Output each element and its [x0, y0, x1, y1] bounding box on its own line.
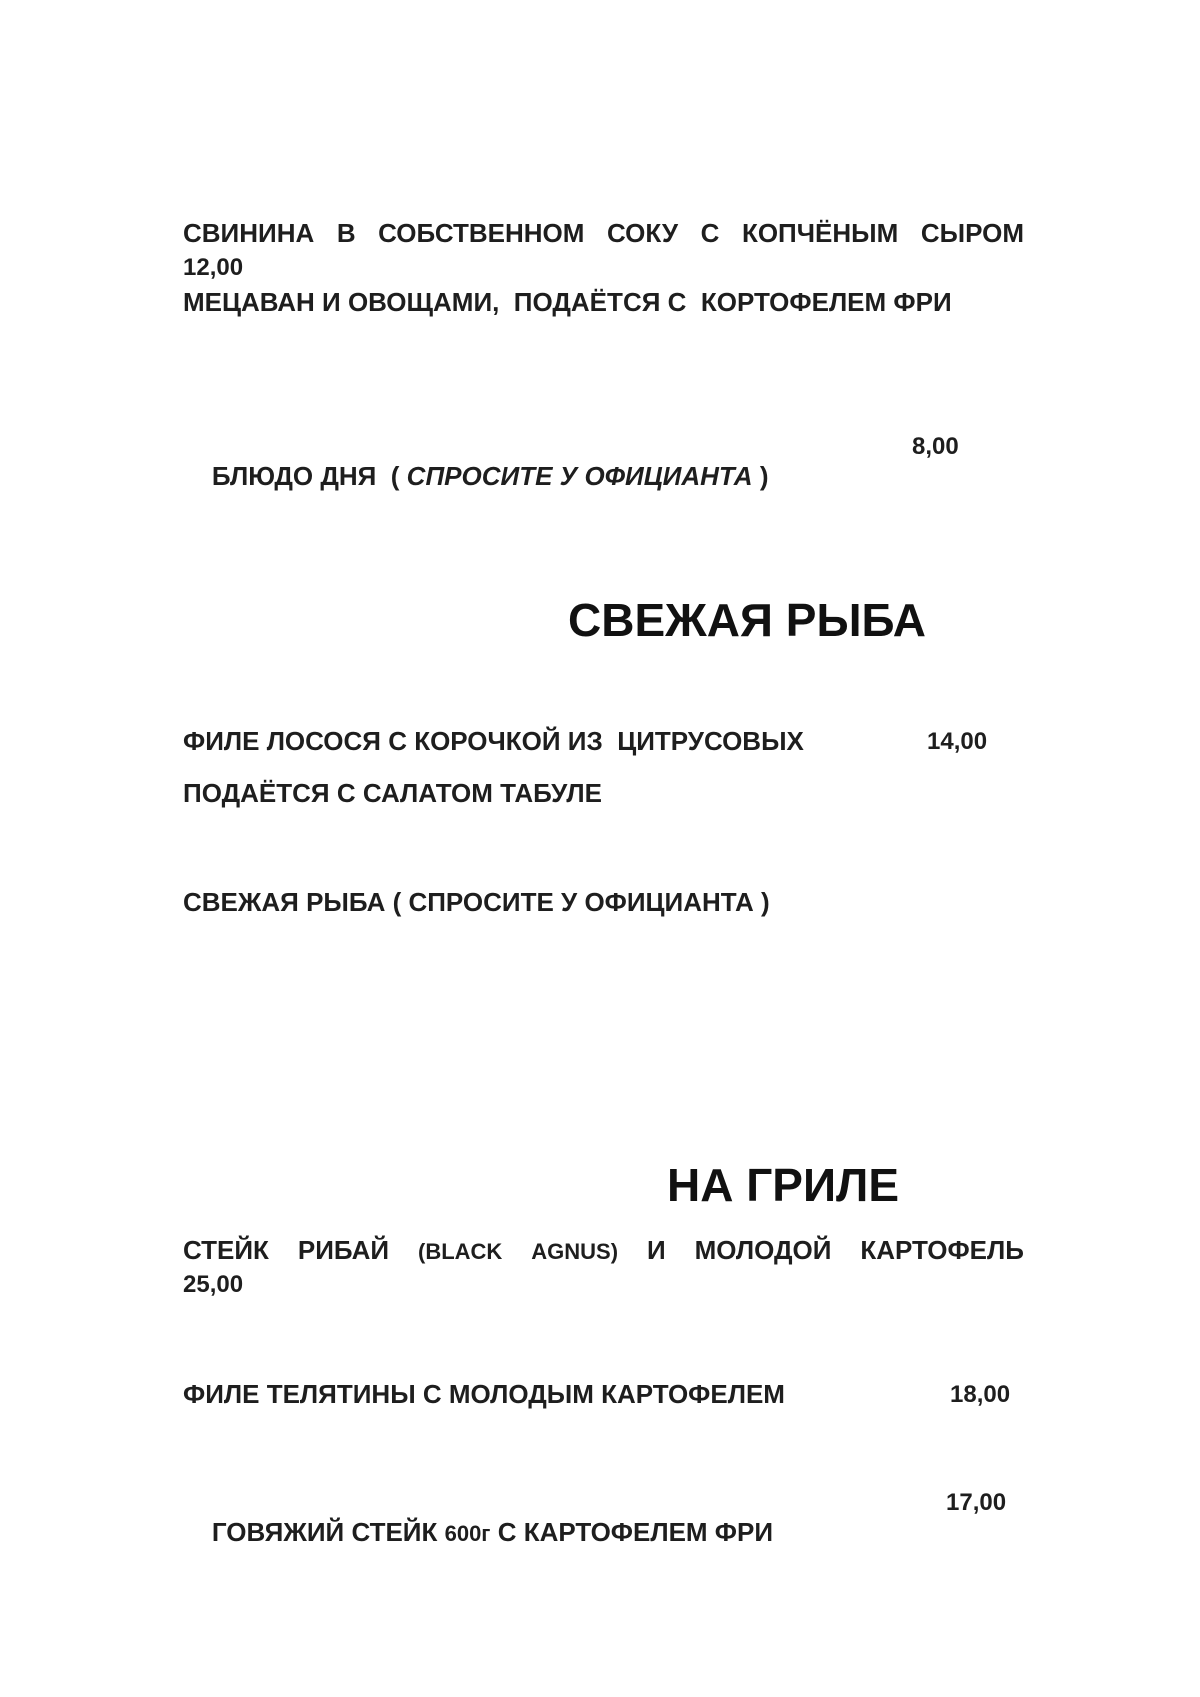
dish-of-day-price: 8,00 [912, 433, 959, 460]
pork-title-word: СВИНИНА [183, 218, 315, 248]
ribeye-word: КАРТОФЕЛЬ [860, 1235, 1024, 1265]
ribeye-word: СТЕЙК [183, 1235, 269, 1265]
ribeye-word: AGNUS) [531, 1239, 619, 1264]
salmon-price: 14,00 [927, 728, 988, 755]
dish-of-day-line [183, 431, 768, 521]
pork-title-word: СОБСТВЕННОМ [378, 218, 585, 248]
beef-weight: 600г [444, 1521, 491, 1546]
beef-title-b: С КАРТОФЕЛЕМ ФРИ [497, 1517, 774, 1547]
dish-of-day-close-paren: ) [759, 461, 769, 491]
ribeye-word: И [646, 1235, 666, 1265]
beef-price: 17,00 [946, 1489, 1007, 1516]
fresh-fish-item-title: СВЕЖАЯ РЫБА ( СПРОСИТЕ У ОФИЦИАНТА ) [183, 887, 770, 917]
beef-title-a: ГОВЯЖИЙ СТЕЙК [211, 1517, 438, 1547]
ribeye-word: МОЛОДОЙ [694, 1235, 832, 1265]
pork-title-word: В [336, 218, 356, 248]
veal-title: ФИЛЕ ТЕЛЯТИНЫ С МОЛОДЫМ КАРТОФЕЛЕМ [183, 1379, 785, 1409]
ribeye-price: 25,00 [183, 1271, 244, 1298]
veal-price: 18,00 [950, 1381, 1011, 1408]
pork-title-word: С [700, 218, 720, 248]
section-heading-fresh-fish: СВЕЖАЯ РЫБА [568, 594, 927, 646]
ribeye-word: (BLACK [418, 1239, 503, 1264]
section-heading-grill: НА ГРИЛЕ [667, 1159, 899, 1211]
salmon-title: ФИЛЕ ЛОСОСЯ С КОРОЧКОЙ ИЗ ЦИТРУСОВЫХ [183, 726, 804, 756]
pork-title-word: КОПЧЁНЫМ [741, 218, 899, 248]
pork-price: 12,00 [183, 254, 244, 281]
ribeye-title [183, 1235, 1024, 1267]
beef-title [183, 1487, 773, 1579]
pork-description: МЕЦАВАН И ОВОЩАМИ, ПОДАЁТСЯ С КОРТОФЕЛЕМ ФРИ [183, 287, 952, 317]
pork-title-word: СОКУ [607, 218, 679, 248]
dish-of-day-open-paren: ( [390, 461, 400, 491]
dish-of-day-title: БЛЮДО ДНЯ [211, 461, 377, 491]
salmon-description: ПОДАЁТСЯ С САЛАТОМ ТАБУЛЕ [183, 778, 602, 808]
pork-title-word: СЫРОМ [920, 218, 1024, 248]
ribeye-word: РИБАЙ [297, 1235, 390, 1265]
dish-of-day-note: СПРОСИТЕ У ОФИЦИАНТА [406, 461, 753, 491]
pork-title [183, 218, 1024, 248]
